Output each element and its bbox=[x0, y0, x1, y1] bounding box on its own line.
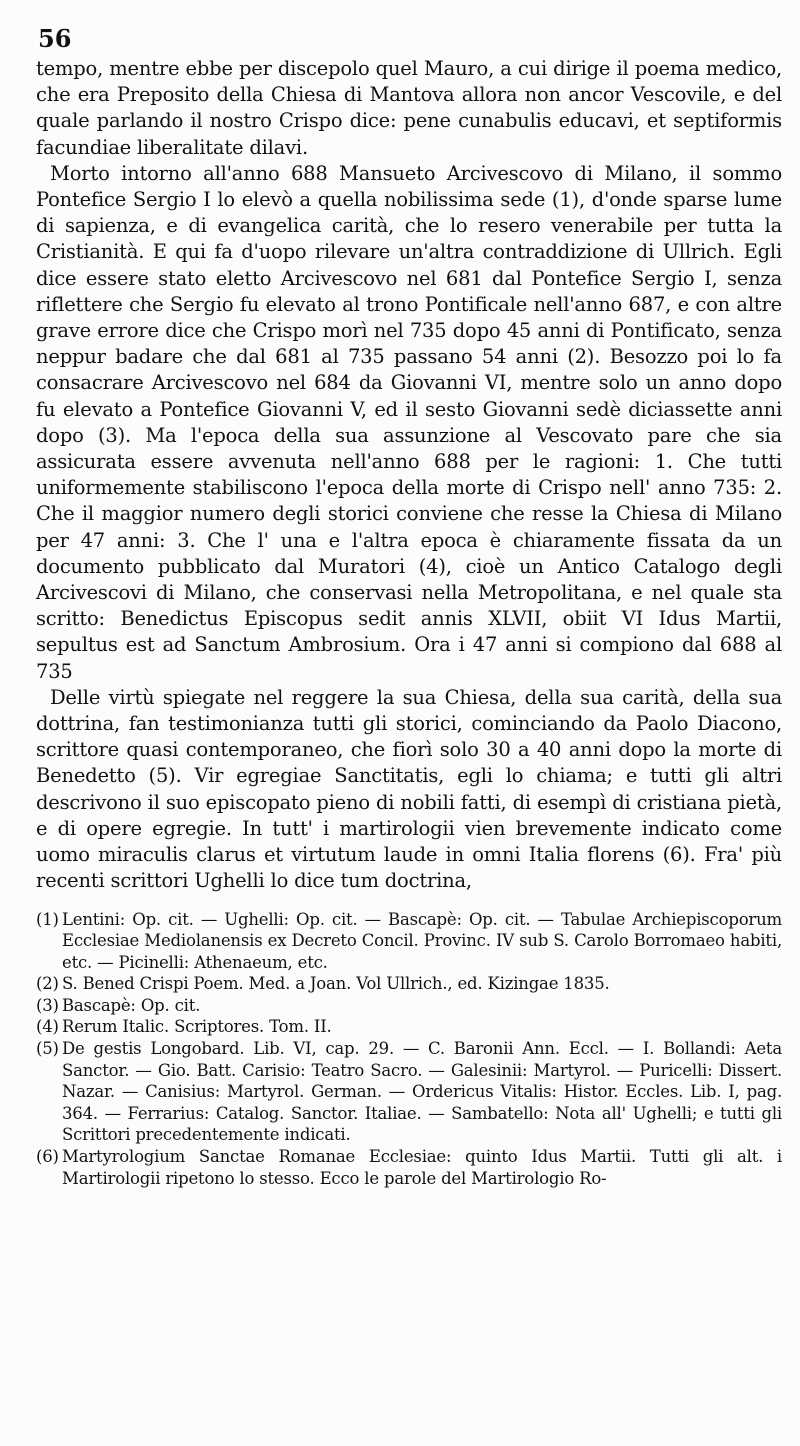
footnote-text: De gestis Longobard. Lib. VI, cap. 29. — C. Baronii Ann. Eccl. — I. Bollandi: Aeta Sanctor. — Gio. Batt. Carisio: Teatro Sacro. — Galesinii: Martyrol. — Puricelli: Dissert. Nazar. — Canisius: Martyrol. German. — Ordericus Vitalis: Histor. Eccles. Lib. I, pag. 364. — Ferrarius: Catalog. Sanctor. Italiae. — Sambatello: Nota all' Ughelli; e tutti gli Scrittori precedentemente indicati. bbox=[62, 1039, 782, 1145]
paragraph-3: Delle virtù spiegate nel reggere la sua Chiesa, della sua carità, della sua dottrina, fan testimonianza tutti gli storici, cominciando da Paolo Diacono, scrittore quasi contemporaneo, che fiorì solo 30 a 40 anni dopo la morte di Benedetto (5). Vir egregiae Sanctitatis, egli lo chiama; e tutti gli altri descrivono il suo episcopato pieno di nobili fatti, di esempì di cristiana pietà, e di opere egregie. In tutt' i martirologii vien brevemente indicato come uomo miraculis clarus et virtutum laude in omni Italia florens (6). Fra' più recenti scrittori Ughelli lo dice tum doctrina, bbox=[36, 685, 782, 893]
footnote-text: S. Bened Crispi Poem. Med. a Joan. Vol Ullrich., ed. Kizingae 1835. bbox=[62, 974, 610, 994]
footnotes bbox=[36, 909, 782, 1190]
footnote bbox=[36, 1146, 782, 1189]
footnote-mark: (1) bbox=[36, 909, 59, 929]
footnote-text: Lentini: Op. cit. — Ughelli: Op. cit. — Bascapè: Op. cit. — Tabulae Archiepiscoporum Ecclesiae Mediolanensis ex Decreto Concil. Provinc. IV sub S. Carolo Borromaeo habiti, etc. — Picinelli: Athenaeum, etc. bbox=[62, 909, 782, 972]
paragraph-1: tempo, mentre ebbe per discepolo quel Mauro, a cui dirige il poema medico, che era Preposito della Chiesa di Mantova allora non ancor Vescovile, e del quale parlando il nostro Crispo dice: pene cunabulis educavi, et septiformis facundiae liberalitate dilavi. bbox=[36, 57, 782, 159]
footnote bbox=[36, 995, 782, 1017]
footnote-mark: (5) bbox=[36, 1039, 59, 1059]
footnote bbox=[36, 909, 782, 974]
footnote bbox=[36, 1016, 782, 1038]
footnote-text: Martyrologium Sanctae Romanae Ecclesiae: quinto Idus Martii. Tutti gli alt. i Martirologii ripetono lo stesso. Ecco le parole del Martirologio Ro- bbox=[62, 1147, 782, 1188]
footnote-text: Bascapè: Op. cit. bbox=[62, 995, 201, 1015]
main-text bbox=[36, 56, 782, 895]
footnote bbox=[36, 973, 782, 995]
footnote-mark: (6) bbox=[36, 1147, 59, 1167]
footnote bbox=[36, 1038, 782, 1146]
footnote-mark: (4) bbox=[36, 1017, 59, 1037]
paragraph-2: Morto intorno all'anno 688 Mansueto Arcivescovo di Milano, il sommo Pontefice Sergio I lo elevò a quella nobilissima sede (1), d'onde sparse lume di sapienza, e di evangelica carità, che lo resero venerabile per tutta la Cristianità. E qui fa d'uopo rilevare un'altra contraddizione di Ullrich. Egli dice essere stato eletto Arcivescovo nel 681 dal Pontefice Sergio I, senza riflettere che Sergio fu elevato al trono Pontificale nell'anno 687, e con altre grave errore dice che Crispo morì nel 735 dopo 45 anni di Pontificato, senza neppur badare che dal 681 al 735 passano 54 anni (2). Besozzo poi lo fa consacrare Arcivescovo nel 684 da Giovanni VI, mentre solo un anno dopo fu elevato a Pontefice Giovanni V, ed il sesto Giovanni sedè diciassette anni dopo (3). Ma l'epoca della sua assunzione al Vescovato pare che sia assicurata essere avvenuta nell'anno 688 per le ragioni: 1. Che tutti uniformemente stabiliscono l'epoca della morte di Crispo nell' anno 735: 2. Che il maggior numero degli storici conviene che resse la Chiesa di Milano per 47 anni: 3. Che l' una e l'altra epoca è chiaramente fissata da un documento pubblicato dal Muratori (4), cioè un Antico Catalogo degli Arcivescovi di Milano, che conservasi nella Metropolitana, e nel quale sta scritto: Benedictus Episcopus sedit annis XLVII, obiit VI Idus Martii, sepultus est ad Sanctum Ambrosium. Ora i 47 anni si compiono dal 688 al 735 bbox=[36, 161, 782, 683]
footnote-text: Rerum Italic. Scriptores. Tom. II. bbox=[62, 1017, 332, 1037]
page-number: 56 bbox=[38, 24, 72, 53]
footnote-mark: (3) bbox=[36, 995, 59, 1015]
footnote-mark: (2) bbox=[36, 974, 59, 994]
